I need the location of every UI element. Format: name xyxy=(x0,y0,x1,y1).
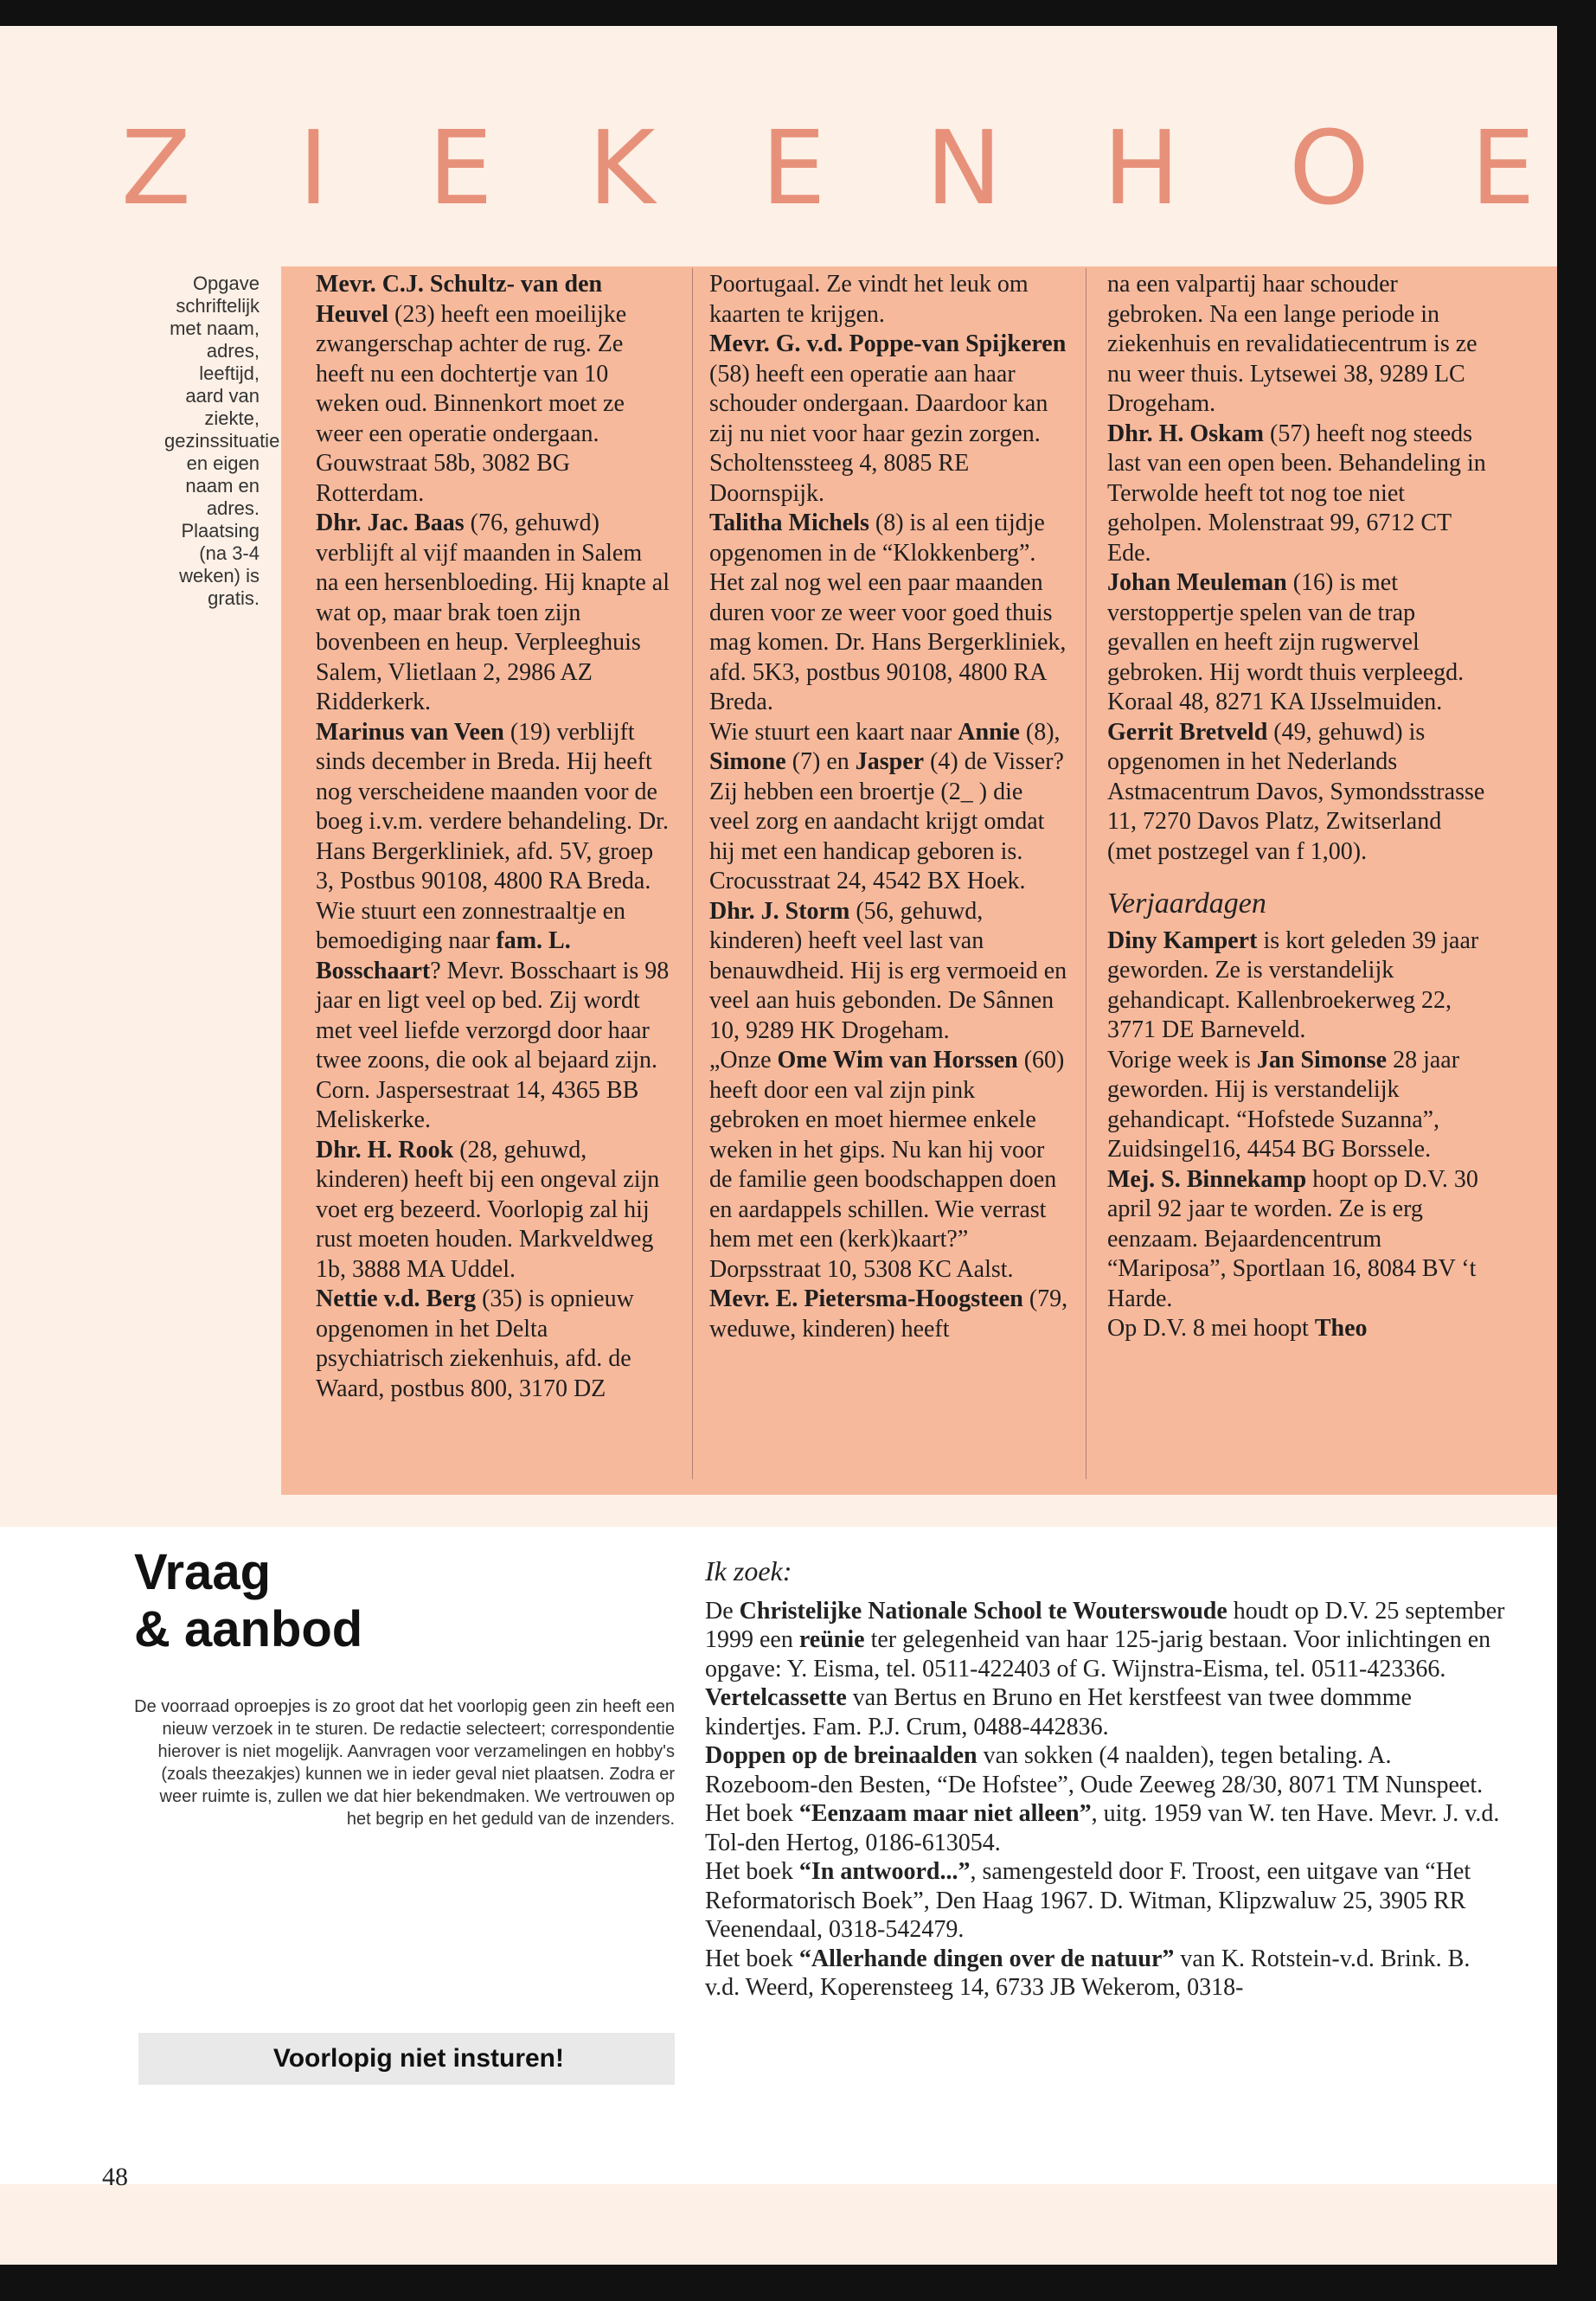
entry-text: (4) de Visser? Zij hebben een broertje (2_ ) die veel zorg en aandacht krijgt omdat hij met een handicap geboren is. Crocusstraat 24, 4542 BX Hoek. xyxy=(709,748,1064,894)
entry xyxy=(1107,1165,1488,1315)
entry-name: Nettie v.d. Berg xyxy=(316,1285,477,1312)
right-border xyxy=(1557,26,1596,2265)
header-letter: E xyxy=(1471,108,1535,228)
listing xyxy=(705,1799,1509,1857)
entry-text: (19) verblijft sinds december in Breda. Hij heeft nog verscheidene maanden voor de boeg i.v.m. verdere behandeling. Dr. Hans Bergerkliniek, afd. 5V, groep 3, Postbus 90108, 4800 RA Breda. xyxy=(316,718,669,894)
header-letter: O xyxy=(1289,108,1369,228)
title-line: Vraag xyxy=(134,1544,271,1600)
entry-text: (35) is opnieuw opgenomen in het Delta psychiatrisch ziekenhuis, afd. de Waard, postbus 800, 3170 DZ xyxy=(316,1285,634,1402)
header-letter: I xyxy=(298,108,329,228)
entry-text: (60) heeft door een val zijn pink gebroken en moet hiermee enkele weken in het gips. Nu kan hij voor de familie geen boodschappen doen en aardappels schillen. Wie verrast hem met een (kerk)kaart?” Dorpsstraat 10, 5308 KC Aalst. xyxy=(709,1047,1065,1283)
header-letter: Z xyxy=(121,108,191,228)
page-number: 48 xyxy=(102,2163,128,2191)
entry-name: Mevr. C.J. Schultz- van den Heuvel xyxy=(316,271,603,328)
listing-text: van K. Rotstein-v.d. Brink. B. v.d. Weerd, Koperensteeg 14, 6733 JB Wekerom, 0318- xyxy=(705,1945,1471,2001)
entry-text: (58) heeft een operatie aan haar schouder ondergaan. Daardoor kan zij nu niet voor haar gezin zorgen. Scholtenssteeg 4, 8085 RE Doornspijk. xyxy=(709,360,1048,507)
entry-text: Wie stuurt een kaart naar xyxy=(709,718,958,746)
entry-text: (8) is al een tijdje opgenomen in de “Klokkenberg”. Het zal nog wel een paar maanden duren voor ze weer voor goed thuis mag komen. Dr. Hans Bergerkliniek, afd. 5K3, postbus 90108, 4800 RA Breda. xyxy=(709,510,1067,715)
header-letter: N xyxy=(926,108,1003,228)
entry-text: is kort geleden 39 jaar geworden. Ze is verstandelijk gehandicapt. Kallenbroekerweg 22, 3771 DE Barneveld. xyxy=(1107,926,1479,1043)
entry-text: (8), xyxy=(1019,718,1061,746)
entry xyxy=(316,1285,670,1404)
entry-name: Talitha Michels xyxy=(709,510,869,536)
listing xyxy=(705,1741,1509,1799)
header-letter: E xyxy=(428,108,493,228)
entry-name: Ome Wim van Horssen xyxy=(777,1047,1018,1074)
entry-text: Op D.V. 8 mei hoopt xyxy=(1107,1315,1315,1342)
entry xyxy=(1107,420,1488,569)
entry-name: Diny Kampert xyxy=(1107,926,1258,954)
listing xyxy=(705,1597,1509,1684)
entry xyxy=(1107,568,1488,718)
entry-name: Annie xyxy=(958,718,1020,746)
entry-name: fam. L. Bosschaart xyxy=(316,927,571,984)
birthdays-heading: Verjaardagen xyxy=(1107,888,1266,920)
title-line: & aanbod xyxy=(134,1601,363,1657)
top-border xyxy=(0,0,1596,26)
entry xyxy=(316,270,670,509)
entry xyxy=(316,1136,670,1285)
entry xyxy=(1107,718,1488,868)
entry xyxy=(316,718,670,897)
listing-title: “In antwoord...” xyxy=(798,1858,971,1885)
listing-text: van Bertus en Bruno en Het kerstfeest van twee dommme kindertjes. Fam. P.J. Crum, 0488-442836. xyxy=(705,1684,1412,1740)
entry-text: ? Mevr. Bosschaart is 98 jaar en ligt veel op bed. Zij wordt met veel liefde verzorgd door haar twee zoons, die ook al bejaard zijn. Corn. Jaspersestraat 14, 4365 BB Meliskerke. xyxy=(316,957,670,1133)
listing-text: De xyxy=(705,1597,740,1625)
entry xyxy=(709,718,1068,897)
entry-text: Wie stuurt een zonnestraaltje en bemoediging naar xyxy=(316,897,626,954)
entry xyxy=(709,1285,1068,1344)
header-letter: E xyxy=(761,108,826,228)
listing-text: van sokken (4 naalden), tegen betaling. A. Rozeboom-den Besten, “De Hofstee”, Oude Zeeweg 28/30, 8071 TM Nunspeet. xyxy=(705,1742,1484,1798)
listing-text: houdt op D.V. 25 september 1999 een xyxy=(705,1597,1505,1653)
entry-name: Mevr. G. v.d. Poppe-van Spijkeren xyxy=(709,330,1067,357)
entry xyxy=(709,1046,1068,1285)
entry xyxy=(709,330,1068,509)
entry-text: (79, weduwe, kinderen) heeft xyxy=(709,1285,1068,1343)
entry-text: (28, gehuwd, kinderen) heeft bij een ongeval zijn voet erg bezeerd. Voorlopig zal hij rust moeten houden. Markveldweg 1b, 3888 MA Uddel. xyxy=(316,1136,660,1283)
listing-text: ter gelegenheid van haar 125-jarig bestaan. Voor inlichtingen en opgave: Y. Eisma, tel. 0511-422403 of G. Wijnstra-Eisma, tel. 0511-423366. xyxy=(705,1626,1491,1682)
column-1 xyxy=(316,270,670,1404)
entry-text: (23) heeft een moeilijke zwangerschap achter de rug. Ze heeft nu een dochtertje van 10 weken oud. Binnenkort moet ze weer een operatie ondergaan. Gouwstraat 58b, 3082 BG Rotterdam. xyxy=(316,300,627,507)
entry-name: Dhr. H. Oskam xyxy=(1107,420,1265,447)
listing-title: reünie xyxy=(798,1626,865,1653)
entry xyxy=(316,509,670,718)
header-letter: H xyxy=(1103,108,1180,228)
entry-text: (57) heeft nog steeds last van een open been. Behandeling in Terwolde heeft tot nog toe niet geholpen. Molenstraat 99, 6712 CT Ede. xyxy=(1107,420,1486,567)
entry-text: na een valpartij haar schouder gebroken. Na een lange periode in ziekenhuis en revalidatiecentrum is ze nu weer thuis. Lytsewei 38, 9289 LC Drogeham. xyxy=(1107,271,1477,417)
listing-title: “Allerhande dingen over de natuur” xyxy=(798,1945,1175,1972)
listing-text: , uitg. 1959 van W. ten Have. Mevr. J. v.d. Tol-den Hertog, 0186-613054. xyxy=(705,1800,1500,1856)
entry-text: hoopt op D.V. 30 april 92 jaar te worden. Ze is erg eenzaam. Bejaardencentrum “Mariposa”, Sportlaan 16, 8084 BV ‘t Harde. xyxy=(1107,1165,1478,1312)
entry xyxy=(1107,926,1488,1046)
listing-title: Vertelcassette xyxy=(705,1684,847,1711)
vraag-aanbod-title xyxy=(134,1544,362,1658)
entry-text: Poortugaal. Ze vindt het leuk om kaarten te krijgen. xyxy=(709,271,1029,328)
column-2 xyxy=(709,270,1068,1344)
listing xyxy=(705,1683,1509,1741)
listing-title: Christelijke Nationale School te Wouterswoude xyxy=(739,1597,1227,1625)
notice-text: Voorlopig niet insturen! xyxy=(272,2044,564,2073)
entry-text: 28 jaar geworden. Hij is verstandelijk gehandicapt. “Hofstede Suzanna”, Zuidsingel16, 4454 BG Borssele. xyxy=(1107,1046,1460,1163)
listing-text: Het boek xyxy=(705,1858,799,1885)
ik-zoek-heading: Ik zoek: xyxy=(705,1555,792,1586)
entry-name: Mevr. E. Pietersma-Hoogsteen xyxy=(709,1285,1023,1312)
entry-name: Mej. S. Binnekamp xyxy=(1107,1165,1307,1193)
entry-text: (56, gehuwd, kinderen) heeft veel last van benauwdheid. Hij is erg vermoeid en veel aan huis gebonden. De Sânnen 10, 9289 HK Drogeham. xyxy=(709,897,1067,1044)
entry-name: Johan Meuleman xyxy=(1107,569,1287,596)
ik-zoek-section xyxy=(705,1557,1509,2003)
entry-text: (7) en xyxy=(785,748,856,775)
column-divider xyxy=(692,268,693,1479)
entry xyxy=(316,897,670,1136)
entry xyxy=(1107,270,1488,420)
entry xyxy=(1107,1046,1488,1165)
submission-note: Opgave schriftelijk met naam, adres, leeftijd, aard van ziekte, gezinssituatie en eigen naam en adres. Plaatsing (na 3-4 weken) is gratis. xyxy=(164,272,280,609)
entry-name: Gerrit Bretveld xyxy=(1107,718,1268,746)
entry-text: Vorige week is xyxy=(1107,1046,1257,1074)
entry-name: Marinus van Veen xyxy=(316,718,504,746)
entry-name: Dhr. J. Storm xyxy=(709,897,850,925)
entry-text: (49, gehuwd) is opgenomen in het Nederlands Astmacentrum Davos, Symondsstrasse 11, 7270 Davos Platz, Zwitserland (met postzegel van f 1,00). xyxy=(1107,718,1485,865)
entry-text: (76, gehuwd) verblijft al vijf maanden in Salem na een hersenbloeding. Hij knapte al wat op, maar brak toen zijn bovenbeen en heup. Verpleeghuis Salem, Vlietlaan 2, 2986 AZ Ridderkerk. xyxy=(316,510,670,715)
entry-name: Jan Simonse xyxy=(1256,1046,1388,1074)
entry xyxy=(709,897,1068,1047)
entry-name: Dhr. Jac. Baas xyxy=(316,510,465,536)
entry-text: „Onze xyxy=(709,1047,778,1074)
column-3 xyxy=(1107,270,1488,1344)
header-letter: K xyxy=(588,108,656,228)
bottom-border xyxy=(0,2265,1596,2301)
listing xyxy=(705,1945,1509,2003)
section-header-ziekenhoek xyxy=(0,108,1557,290)
entry xyxy=(1107,1314,1488,1344)
listing-text: , samengesteld door F. Troost, een uitgave van “Het Reformatorisch Boek”, Den Haag 1967. D. Witman, Klipzwaluw 25, 3905 RR Veenendaal, 0318-542479. xyxy=(705,1858,1471,1943)
entry-name: Simone xyxy=(709,748,786,775)
entry-name: Jasper xyxy=(855,748,925,775)
listing-title: “Eenzaam maar niet alleen” xyxy=(798,1800,1092,1827)
listing-text: Het boek xyxy=(705,1945,799,1972)
entry-name: Dhr. H. Rook xyxy=(316,1136,454,1163)
vraag-intro-text: De voorraad oproepjes is zo groot dat het voorlopig geen zin heeft een nieuw verzoek in te sturen. De redactie selecteert; correspondentie hierover is niet mogelijk. Aanvragen voor verzamelingen en hobby's (zoals theezakjes) kunnen we in ieder geval niet plaatsen. Zodra er weer ruimte is, zullen we dat hier bekendmaken. We vertrouwen op het begrip en het geduld van de inzenders. xyxy=(134,1697,675,1829)
listing-text: Het boek xyxy=(705,1800,799,1827)
entry-text: (16) is met verstoppertje spelen van de trap gevallen en heeft zijn rugwervel gebroken. Hij wordt thuis verpleegd. Koraal 48, 8271 KA IJsselmuiden. xyxy=(1107,569,1465,715)
listing xyxy=(705,1857,1509,1945)
listing-title: Doppen op de breinaalden xyxy=(705,1742,977,1769)
entry xyxy=(709,509,1068,718)
entry-name: Theo xyxy=(1314,1315,1368,1342)
entry xyxy=(709,270,1068,330)
